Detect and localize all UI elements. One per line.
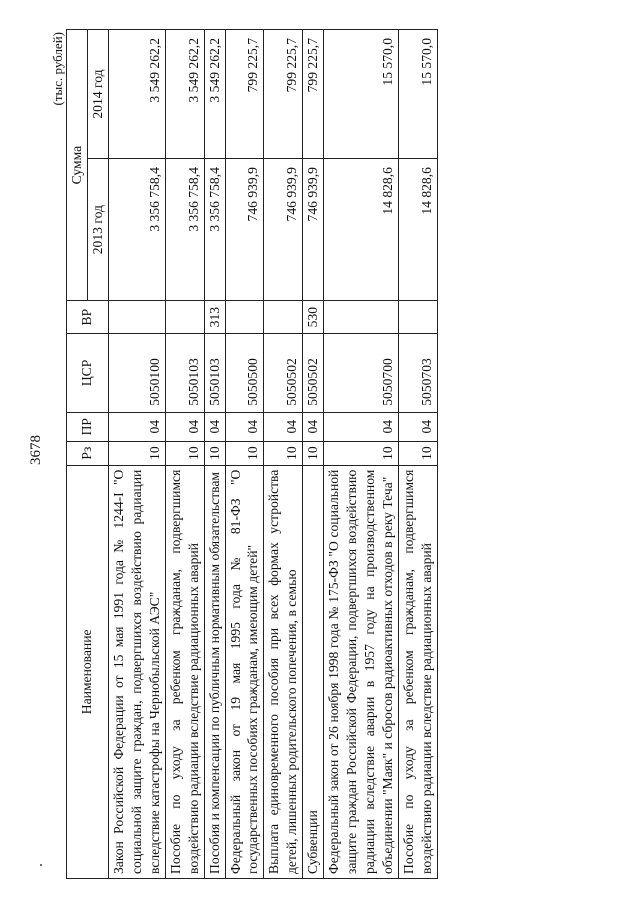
row-rz: 10 [108, 441, 165, 465]
table-body [108, 30, 437, 879]
row-csr: 5050700 [324, 334, 399, 413]
row-csr: 5050103 [165, 334, 204, 413]
table-row [108, 30, 165, 879]
row-name: Субвенции [303, 465, 324, 878]
row-sum-2014: 3 549 262,2 [165, 30, 204, 159]
row-name: Федеральный закон от 26 ноября 1998 года № 175-ФЗ "О социальной защите граждан Российской Федерации, подвергшихся воздействию радиации вследствие аварии в 1957 году на производственном объединении "Маяк" и сбросов радиоактивных отходов в реку Теча" [324, 465, 399, 878]
row-pr: 04 [398, 412, 437, 441]
units-label: (тыс. рублей) [50, 32, 65, 106]
row-csr: 5050103 [204, 334, 225, 413]
row-pr: 04 [204, 412, 225, 441]
row-vr [398, 301, 437, 334]
row-rz: 10 [225, 441, 264, 465]
row-rz: 10 [324, 441, 399, 465]
row-sum-2014: 799 225,7 [264, 30, 303, 159]
row-sum-2013: 746 939,9 [264, 159, 303, 301]
row-sum-2013: 746 939,9 [303, 159, 324, 301]
row-name: Выплата единовременного пособия при всех формах устройства детей, лишенных родительского попечения, в семью [264, 465, 303, 878]
row-vr [165, 301, 204, 334]
row-pr: 04 [108, 412, 165, 441]
header-pr: ПР [67, 412, 109, 441]
row-rz: 10 [264, 441, 303, 465]
row-sum-2013: 746 939,9 [225, 159, 264, 301]
header-csr: ЦСР [67, 334, 109, 413]
header-vr: ВР [67, 301, 109, 334]
row-csr: 5050502 [303, 334, 324, 413]
row-vr [264, 301, 303, 334]
row-sum-2014: 3 549 262,2 [204, 30, 225, 159]
row-name: Закон Российской Федерации от 15 мая 1991 года № 1244-I "О социальной защите граждан, подвергшихся воздействию радиации вследствие катастрофы на Чернобыльской АЭС" [108, 465, 165, 878]
table-row [165, 30, 204, 879]
row-sum-2014: 15 570,0 [324, 30, 399, 159]
row-vr: 313 [204, 301, 225, 334]
row-sum-2013: 3 356 758,4 [204, 159, 225, 301]
row-vr: 530 [303, 301, 324, 334]
table-row [225, 30, 264, 879]
row-pr: 04 [165, 412, 204, 441]
row-name: Федеральный закон от 19 мая 1995 года № 81-ФЗ "О государственных пособиях гражданам, имеющим детей" [225, 465, 264, 878]
row-sum-2014: 799 225,7 [303, 30, 324, 159]
row-rz: 10 [398, 441, 437, 465]
row-csr: 5050100 [108, 334, 165, 413]
header-2014: 2014 год [87, 30, 108, 159]
table-row [398, 30, 437, 879]
table-row [303, 30, 324, 879]
page-number: 3678 [28, 435, 44, 465]
row-csr: 5050502 [264, 334, 303, 413]
row-pr: 04 [264, 412, 303, 441]
row-csr: 5050703 [398, 334, 437, 413]
row-sum-2013: 3 356 758,4 [165, 159, 204, 301]
row-vr [324, 301, 399, 334]
row-sum-2013: 14 828,6 [324, 159, 399, 301]
row-csr: 5050500 [225, 334, 264, 413]
table-row [264, 30, 303, 879]
row-rz: 10 [165, 441, 204, 465]
header-sum: Сумма [67, 30, 88, 301]
row-sum-2014: 15 570,0 [398, 30, 437, 159]
row-pr: 04 [225, 412, 264, 441]
row-pr: 04 [324, 412, 399, 441]
budget-table [66, 29, 438, 879]
row-name: Пособия и компенсации по публичным нормативным обязательствам [204, 465, 225, 878]
row-name: Пособие по уходу за ребенком гражданам, подвергшимся воздействию радиации вследствие радиационных аварий [398, 465, 437, 878]
table-row [204, 30, 225, 879]
table-header [67, 30, 109, 879]
row-rz: 10 [204, 441, 225, 465]
row-rz: 10 [303, 441, 324, 465]
header-name: Наименование [67, 465, 109, 878]
table-row [324, 30, 399, 879]
row-name: Пособие по уходу за ребенком гражданам, подвергшимся воздействию радиации вследствие радиационных аварий [165, 465, 204, 878]
row-pr: 04 [303, 412, 324, 441]
header-rz: Рз [67, 441, 109, 465]
row-vr [225, 301, 264, 334]
header-2013: 2013 год [87, 159, 108, 301]
row-vr [108, 301, 165, 334]
row-sum-2013: 14 828,6 [398, 159, 437, 301]
row-sum-2014: 3 549 262,2 [108, 30, 165, 159]
row-sum-2014: 799 225,7 [225, 30, 264, 159]
row-sum-2013: 3 356 758,4 [108, 159, 165, 301]
